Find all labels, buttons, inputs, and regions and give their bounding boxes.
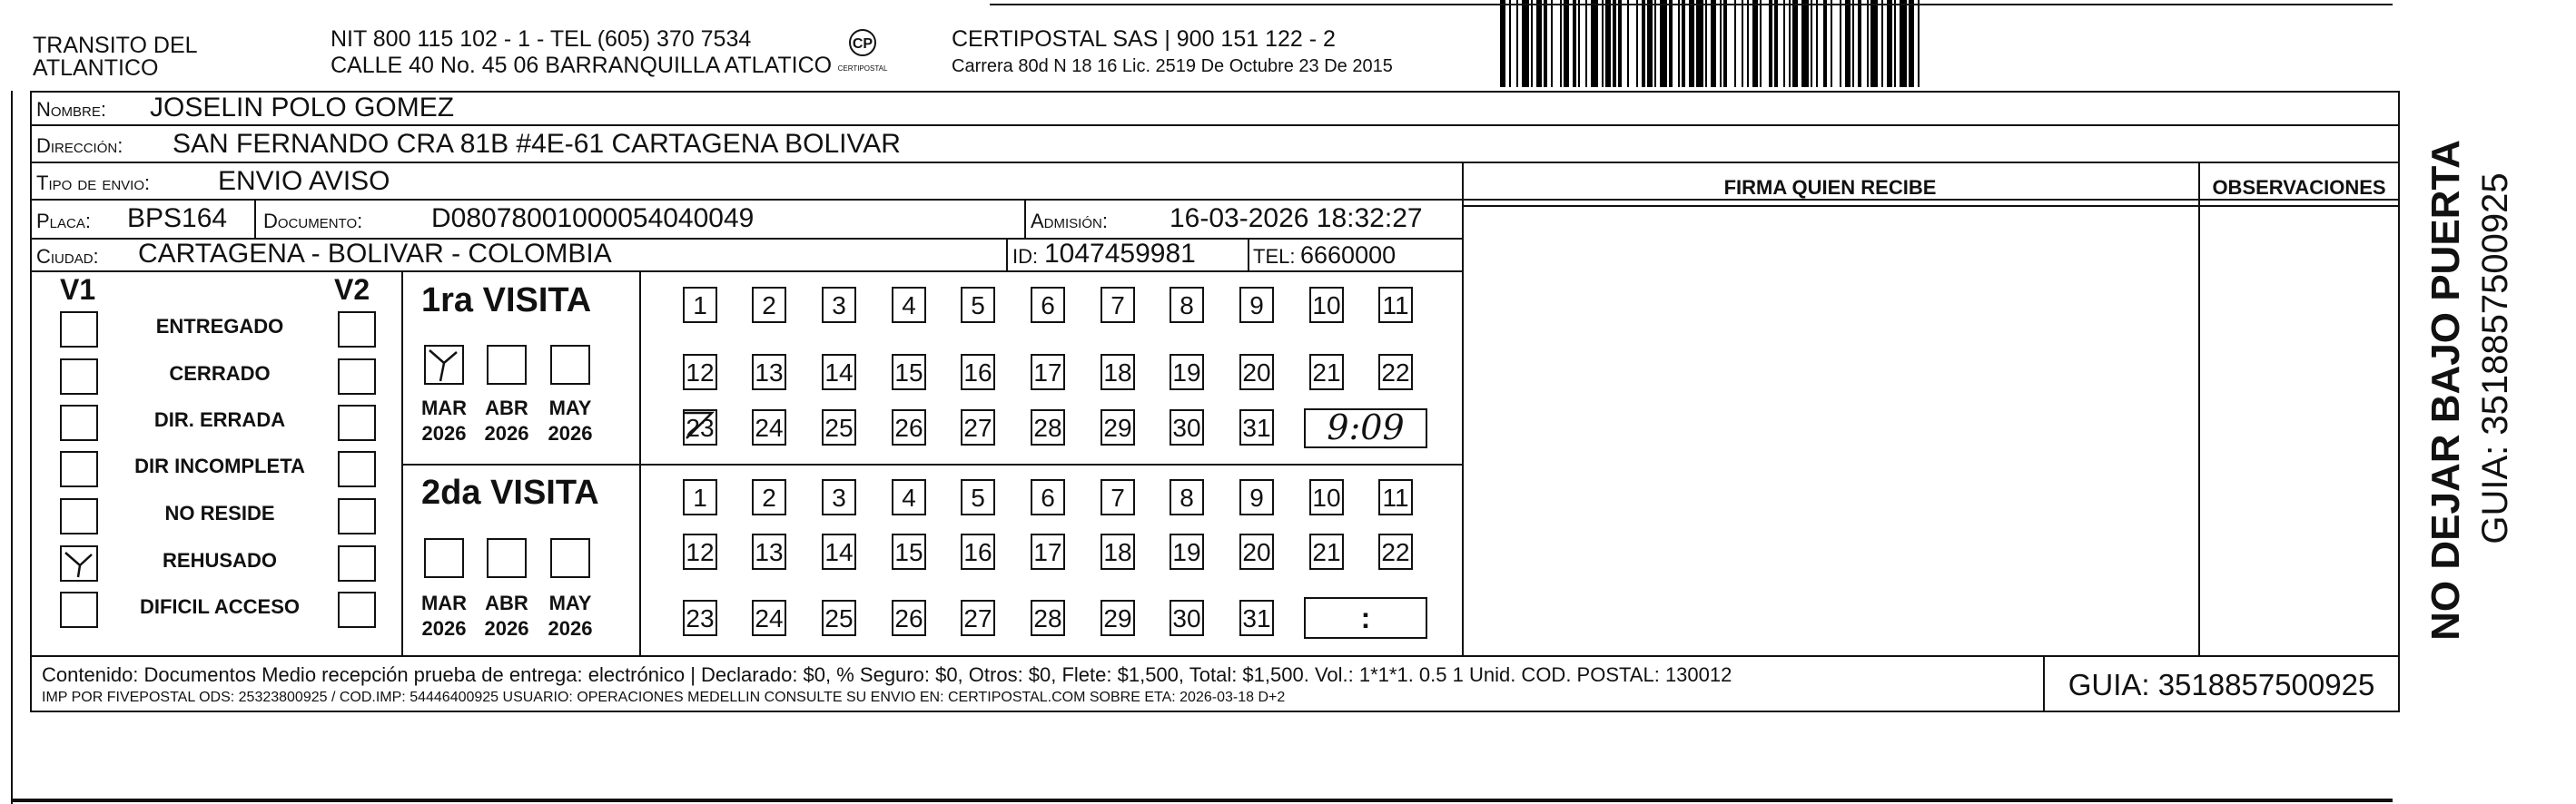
day-box[interactable]: 18 (1100, 354, 1135, 390)
id-label: ID: (1012, 245, 1039, 268)
barcode-bar (1760, 0, 1762, 87)
second-visit-title: 2da VISITA (421, 474, 599, 512)
barcode-bar (1723, 0, 1727, 87)
barcode-bar (1585, 0, 1587, 87)
day-box[interactable]: 20 (1239, 354, 1274, 390)
day-box[interactable]: 15 (892, 354, 926, 390)
svg-text:CERTIPOSTAL: CERTIPOSTAL (837, 64, 888, 73)
barcode-bar (1660, 0, 1667, 87)
day-box[interactable]: 9 (1239, 479, 1274, 515)
day-box[interactable]: 10 (1309, 479, 1344, 515)
barcode-bar (1747, 0, 1749, 87)
day-box[interactable]: 7 (1100, 479, 1135, 515)
day-box[interactable]: 8 (1170, 287, 1204, 323)
day-box[interactable]: 26 (892, 409, 926, 446)
day-box[interactable]: 25 (822, 600, 856, 636)
day-box[interactable]: 25 (822, 409, 856, 446)
month-label: MAR (420, 592, 468, 614)
documento-value: D08078001000054040049 (431, 203, 755, 233)
day-box[interactable]: 3 (822, 479, 856, 515)
day-box[interactable]: 19 (1170, 354, 1204, 390)
barcode-bar (1536, 0, 1542, 87)
day-box[interactable]: 21 (1309, 354, 1344, 390)
barcode-bar (1867, 0, 1869, 87)
day-box[interactable]: 23 (683, 409, 717, 446)
barcode-bar (1894, 0, 1896, 87)
checkmark-icon (62, 547, 96, 580)
barcode-bar (1522, 0, 1529, 87)
barcode-bar (1881, 0, 1883, 87)
barcode-bar (1858, 0, 1861, 87)
day-box[interactable]: 7 (1100, 287, 1135, 323)
footer-guia: GUIA: 3518857500925 (2068, 668, 2375, 701)
barcode-bar (1689, 0, 1694, 87)
divider-calendar (639, 270, 641, 655)
divider-id (1006, 238, 1008, 270)
barcode-bar (1816, 0, 1818, 87)
tel-value: 6660000 (1300, 241, 1397, 269)
month-checkbox[interactable] (424, 345, 464, 385)
barcode-bar (1752, 0, 1758, 87)
direccion-label: Dirección: (36, 134, 123, 157)
year-label: 2026 (421, 422, 467, 445)
month-checkbox[interactable] (550, 345, 590, 385)
barcode-bar (1774, 0, 1778, 87)
barcode-bar (1602, 0, 1604, 87)
footer-contenido: Contenido: Documentos Medio recepción prueba de entrega: electrónico | Declarado: $0, % Seguro: $0, Otros: $0, Flete: $1,500, Total: $1,500. Vol.: 1*1*1. 0.5 1 Unid. COD. POSTAL: 130012 (42, 663, 1732, 686)
day-box[interactable]: 14 (822, 354, 856, 390)
day-box[interactable]: 18 (1100, 534, 1135, 570)
sender-nit: NIT 800 115 102 - 1 - TEL (605) 370 7534 (331, 26, 752, 52)
status-reason-label: DIFICIL ACCESO (139, 595, 300, 618)
courier-address: Carrera 80d N 18 16 Lic. 2519 De Octubre 23 De 2015 (952, 56, 1393, 76)
nombre-label: Nombre: (36, 98, 107, 121)
day-box[interactable]: 4 (892, 287, 926, 323)
divider-admision (1024, 199, 1026, 238)
barcode-bar (1509, 0, 1511, 87)
v2-checkbox[interactable] (338, 498, 376, 534)
left-edge-line (11, 91, 13, 804)
divider-tel (1248, 238, 1249, 270)
row-line (30, 162, 2400, 163)
barcode-bar (1613, 0, 1616, 87)
barcode-bar (1627, 0, 1629, 87)
day-box[interactable]: 6 (1031, 479, 1065, 515)
day-box[interactable]: 12 (683, 354, 717, 390)
day-box[interactable]: 17 (1031, 534, 1065, 570)
day-box[interactable]: 5 (961, 479, 995, 515)
barcode-bar (1500, 0, 1505, 87)
day-box[interactable]: 19 (1170, 534, 1204, 570)
certipostal-logo-icon (835, 27, 890, 78)
barcode-bar (1705, 0, 1707, 87)
v1-checkbox[interactable] (60, 311, 98, 348)
day-box[interactable]: 29 (1100, 600, 1135, 636)
status-reason-label: CERRADO (169, 362, 271, 385)
v2-checkbox[interactable] (338, 545, 376, 582)
day-box[interactable]: 16 (961, 534, 995, 570)
divider-signature (1462, 162, 1464, 655)
admision-label: Admisión: (1031, 210, 1108, 232)
day-box[interactable]: 27 (961, 600, 995, 636)
day-box[interactable]: 14 (822, 534, 856, 570)
barcode-bar (1636, 0, 1638, 87)
barcode-bar (1811, 0, 1812, 87)
day-box[interactable]: 30 (1170, 409, 1204, 446)
barcode (1500, 0, 2226, 87)
barcode-bar (1696, 0, 1703, 87)
day-box[interactable]: 17 (1031, 354, 1065, 390)
tel-label: TEL: (1253, 245, 1296, 268)
barcode-bar (1647, 0, 1653, 87)
day-box[interactable]: 22 (1378, 354, 1413, 390)
day-box[interactable]: 11 (1378, 479, 1413, 515)
day-box[interactable]: 1 (683, 479, 717, 515)
month-checkbox[interactable] (487, 345, 527, 385)
day-box[interactable]: 15 (892, 534, 926, 570)
year-label: 2026 (484, 422, 529, 445)
first-visit-time: 9:09 (1327, 407, 1405, 447)
firma-header-line (1462, 205, 2400, 207)
barcode-bar (1642, 0, 1645, 87)
day-box[interactable]: 31 (1239, 600, 1274, 636)
barcode-bar (1591, 0, 1598, 87)
day-box[interactable]: 11 (1378, 287, 1413, 323)
divider-observaciones (2198, 162, 2200, 655)
barcode-bar (1831, 0, 1832, 87)
row-line (30, 124, 2400, 126)
barcode-bar (1870, 0, 1878, 87)
v2-checkbox[interactable] (338, 311, 376, 348)
year-label: 2026 (484, 617, 529, 640)
v2-checkbox[interactable] (338, 451, 376, 487)
day-box[interactable]: 10 (1309, 287, 1344, 323)
row-line (401, 464, 1463, 466)
barcode-bar (1573, 0, 1576, 87)
barcode-bar (1900, 0, 1907, 87)
barcode-bar (1823, 0, 1827, 87)
barcode-bar (1544, 0, 1547, 87)
month-checkbox[interactable] (424, 538, 464, 578)
status-reason-label: DIR. ERRADA (153, 408, 286, 431)
year-label: 2026 (548, 422, 593, 445)
day-box[interactable]: 5 (961, 287, 995, 323)
day-box[interactable]: 22 (1378, 534, 1413, 570)
day-box[interactable]: 21 (1309, 534, 1344, 570)
checkmark-icon (426, 347, 462, 383)
bottom-edge-line (11, 799, 2393, 802)
barcode-bar (1909, 0, 1914, 87)
month-label: MAY (548, 397, 592, 419)
admision-value: 16-03-2026 18:32:27 (1170, 203, 1423, 233)
v2-checkbox[interactable] (338, 358, 376, 395)
day-box[interactable]: 29 (1100, 409, 1135, 446)
barcode-bar (1669, 0, 1673, 87)
second-visit-time: : (1360, 602, 1371, 634)
barcode-bar (1551, 0, 1553, 87)
v1-checkbox[interactable] (60, 498, 98, 534)
month-label: MAY (548, 592, 592, 614)
day-box[interactable]: 24 (752, 409, 786, 446)
barcode-bar (1678, 0, 1680, 87)
firma-label: FIRMA QUIEN RECIBE (1723, 176, 1937, 199)
month-label: ABR (485, 397, 528, 419)
observaciones-label: OBSERVACIONES (2212, 176, 2386, 199)
day-box[interactable]: 9 (1239, 287, 1274, 323)
month-label: MAR (420, 397, 468, 419)
day-box[interactable]: 8 (1170, 479, 1204, 515)
id-value: 1047459981 (1044, 239, 1196, 269)
barcode-bar (1852, 0, 1854, 87)
row-line (30, 270, 1463, 272)
day-box[interactable]: 24 (752, 600, 786, 636)
barcode-bar (1769, 0, 1772, 87)
status-reason-label: DIR INCOMPLETA (134, 455, 305, 477)
barcode-bar (1564, 0, 1569, 87)
v1-checkbox[interactable] (60, 451, 98, 487)
top-edge-line (990, 4, 2393, 5)
day-box[interactable]: 16 (961, 354, 995, 390)
v2-checkbox[interactable] (338, 592, 376, 628)
barcode-bar (1840, 0, 1841, 87)
sender-address: CALLE 40 No. 45 06 BARRANQUILLA ATLATICO (331, 53, 833, 78)
v1-label: V1 (60, 273, 96, 306)
barcode-bar (1516, 0, 1518, 87)
day-box[interactable]: 20 (1239, 534, 1274, 570)
barcode-bar (1560, 0, 1562, 87)
v2-checkbox[interactable] (338, 405, 376, 441)
v2-label: V2 (334, 273, 370, 306)
ciudad-label: Ciudad: (36, 245, 99, 268)
v1-checkbox[interactable] (60, 592, 98, 628)
nombre-value: JOSELIN POLO GOMEZ (150, 93, 455, 123)
v1-checkbox[interactable] (60, 358, 98, 395)
day-box[interactable]: 13 (752, 534, 786, 570)
direccion-value: SAN FERNANDO CRA 81B #4E-61 CARTAGENA BOLIVAR (173, 129, 901, 159)
barcode-bar (1792, 0, 1798, 87)
divider-status (401, 270, 403, 655)
barcode-bar (1618, 0, 1622, 87)
courier-name: CERTIPOSTAL SAS | 900 151 122 - 2 (952, 26, 1336, 52)
day-box[interactable]: 28 (1031, 600, 1065, 636)
month-label: ABR (485, 592, 528, 614)
day-box[interactable]: 12 (683, 534, 717, 570)
footer-imp: IMP POR FIVEPOSTAL ODS: 25323800925 / COD.IMP: 54446400925 USUARIO: OPERACIONES MEDELLIN CONSULTE SU ENVIO EN: CERTIPOSTAL.COM SOBRE ETA: 2026-03-18 D+2 (42, 690, 1286, 705)
day-box[interactable]: 31 (1239, 409, 1274, 446)
side-warning: NO DEJAR BAJO PUERTA (2423, 140, 2468, 641)
v1-checkbox[interactable] (60, 545, 98, 582)
side-guia: GUIA: 3518857500925 (2475, 172, 2515, 544)
barcode-bar (1742, 0, 1743, 87)
day-box[interactable]: 26 (892, 600, 926, 636)
barcode-bar (1531, 0, 1533, 87)
day-box[interactable]: 3 (822, 287, 856, 323)
barcode-bar (1887, 0, 1892, 87)
day-box[interactable]: 13 (752, 354, 786, 390)
barcode-bar (1918, 0, 1920, 87)
barcode-bar (1682, 0, 1685, 87)
year-label: 2026 (421, 617, 467, 640)
year-label: 2026 (548, 617, 593, 640)
checkmark-icon (681, 407, 716, 444)
first-visit-title: 1ra VISITA (421, 281, 592, 319)
placa-label: Placa: (36, 210, 91, 232)
barcode-bar (1845, 0, 1851, 87)
barcode-bar (1734, 0, 1736, 87)
day-box[interactable]: 1 (683, 287, 717, 323)
day-box[interactable]: 30 (1170, 600, 1204, 636)
month-checkbox[interactable] (550, 538, 590, 578)
status-reason-label: ENTREGADO (155, 315, 284, 338)
day-box[interactable]: 6 (1031, 287, 1065, 323)
barcode-bar (1578, 0, 1580, 87)
sender-name-line2: ATLANTICO (33, 55, 159, 81)
month-checkbox[interactable] (487, 538, 527, 578)
v1-checkbox[interactable] (60, 405, 98, 441)
day-box[interactable]: 28 (1031, 409, 1065, 446)
placa-value: BPS164 (127, 203, 228, 233)
day-box[interactable]: 4 (892, 479, 926, 515)
divider-placa (254, 199, 256, 238)
svg-text:CP: CP (852, 36, 873, 52)
row-line (30, 199, 2400, 201)
tipo-envio-value: ENVIO AVISO (218, 166, 390, 196)
status-reason-label: NO RESIDE (164, 502, 275, 525)
ciudad-value: CARTAGENA - BOLIVAR - COLOMBIA (138, 239, 612, 269)
barcode-bar (1711, 0, 1716, 87)
barcode-bar (1783, 0, 1785, 87)
sender-name-line1: TRANSITO DEL (33, 33, 198, 58)
barcode-bar (1654, 0, 1656, 87)
status-reason-label: REHUSADO (163, 549, 277, 572)
day-mark (683, 409, 717, 446)
barcode-bar (1801, 0, 1809, 87)
tipo-envio-label: Tipo de envio: (36, 172, 151, 194)
barcode-bar (1605, 0, 1611, 87)
barcode-bar (1789, 0, 1791, 87)
day-box[interactable]: 27 (961, 409, 995, 446)
day-box[interactable]: 2 (752, 479, 786, 515)
day-box[interactable]: 2 (752, 287, 786, 323)
day-box[interactable]: 23 (683, 600, 717, 636)
barcode-bar (1720, 0, 1722, 87)
documento-label: Documento: (263, 210, 363, 232)
